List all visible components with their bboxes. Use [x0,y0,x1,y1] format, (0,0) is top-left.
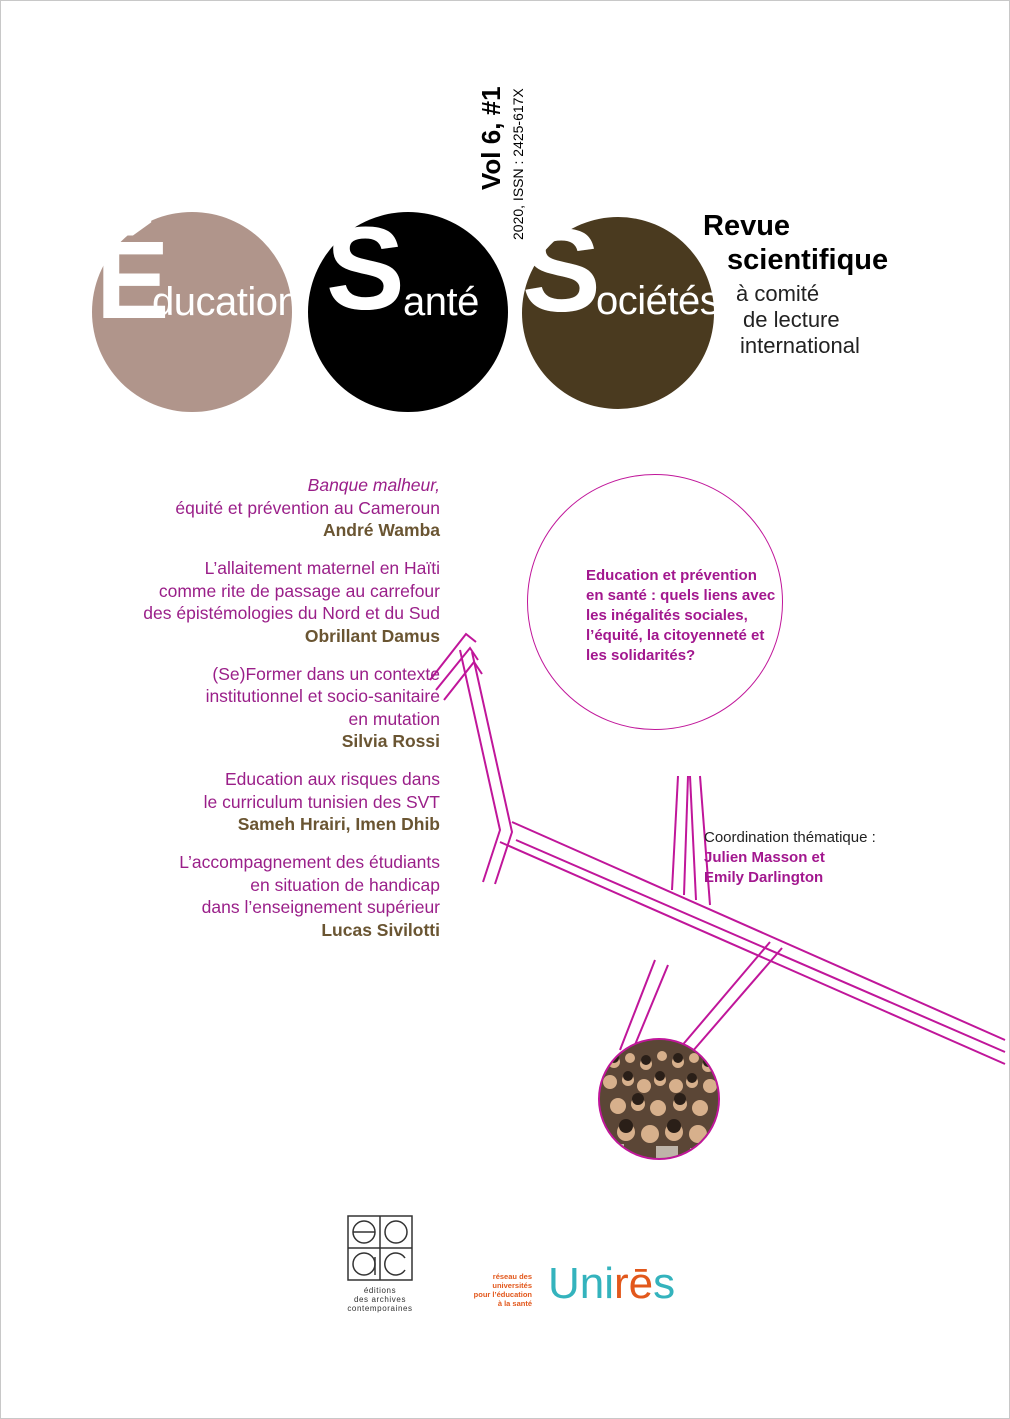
article-author: Lucas Sivilotti [321,919,440,940]
publisher-line: contemporaines [347,1304,413,1313]
article-title-line: comme rite de passage au carrefour [158,580,440,601]
article-title-line: Banque malheur, [307,475,440,495]
article-author: Obrillant Damus [304,625,440,646]
article-item[interactable] [100,663,440,753]
article-author: André Wamba [322,520,440,540]
theme-line: l’équité, la citoyenneté et [586,627,765,644]
article-title-line: (Se)Former dans un contexte [212,663,440,684]
article-author: Silvia Rossi [341,731,440,751]
sante-suffix: anté [403,280,479,324]
article-item[interactable] [100,851,440,941]
partner-line: à la santé [497,1299,532,1308]
article-title-line: L’allaitement maternel en Haïti [204,558,440,578]
societes-initial: S [522,205,601,337]
article-title-line: dans l’enseignement supérieur [201,897,440,917]
coordination-label: Coordination thématique : [704,829,876,846]
coordinator-name: Julien Masson et [704,849,825,866]
article-title-line: en situation de handicap [250,874,440,895]
article-title-line: des épistémologies du Nord et du Sud [143,603,440,623]
education-suffix: ducation [152,280,300,324]
societes-suffix: ociétés [596,279,720,323]
issn-line: 2020, ISSN : 2425-617X [510,88,526,240]
coordinator-name: Emily Darlington [704,869,824,886]
volume-number: Vol 6, #1 [476,86,506,190]
coordination-names [704,848,825,888]
article-item[interactable] [100,768,440,835]
partner-line: pour l’éducation [473,1290,532,1299]
tagline-revue: Revue [703,210,791,242]
crowd-photo [598,1038,720,1160]
sante-initial: S [326,203,405,335]
publisher-logo [340,1215,420,1313]
article-item[interactable] [100,557,440,647]
eac-logo-icon [347,1215,413,1281]
unires-logo-accent: rē [614,1259,654,1308]
tagline-scientifique: scientifique [727,244,889,276]
article-title-line: équité et prévention au Cameroun [175,497,440,518]
theme-line: Education et prévention [586,567,757,584]
theme-line: les solidarités? [586,647,696,664]
tagline-lecture: de lecture [743,307,840,332]
article-title-line: le curriculum tunisien des SVT [203,791,440,812]
unires-logo-text: Uni [548,1259,615,1308]
publisher-line: éditions [363,1286,397,1295]
partner-line: réseau des [492,1272,532,1281]
education-initial: É [96,219,170,342]
theme-line: en santé : quels liens avec [586,587,776,604]
unires-logo [548,1259,676,1308]
tagline-international: international [740,333,860,358]
tagline-comite: à comité [736,281,820,306]
theme-text [586,566,806,666]
article-title-line: Education aux risques dans [225,769,440,789]
article-author: Sameh Hrairi, Imen Dhib [237,814,440,834]
partner-caption [470,1272,532,1308]
article-title-line: en mutation [348,708,440,729]
theme-line: les inégalités sociales, [586,607,748,624]
partner-line: universités [492,1281,532,1290]
article-title-line: institutionnel et socio-sanitaire [205,686,440,706]
article-title-line: L’accompagnement des étudiants [179,852,440,872]
article-list [100,474,440,957]
unires-logo-text: s [653,1259,676,1308]
article-item[interactable] [100,474,440,541]
publisher-line: des archives [353,1295,407,1304]
